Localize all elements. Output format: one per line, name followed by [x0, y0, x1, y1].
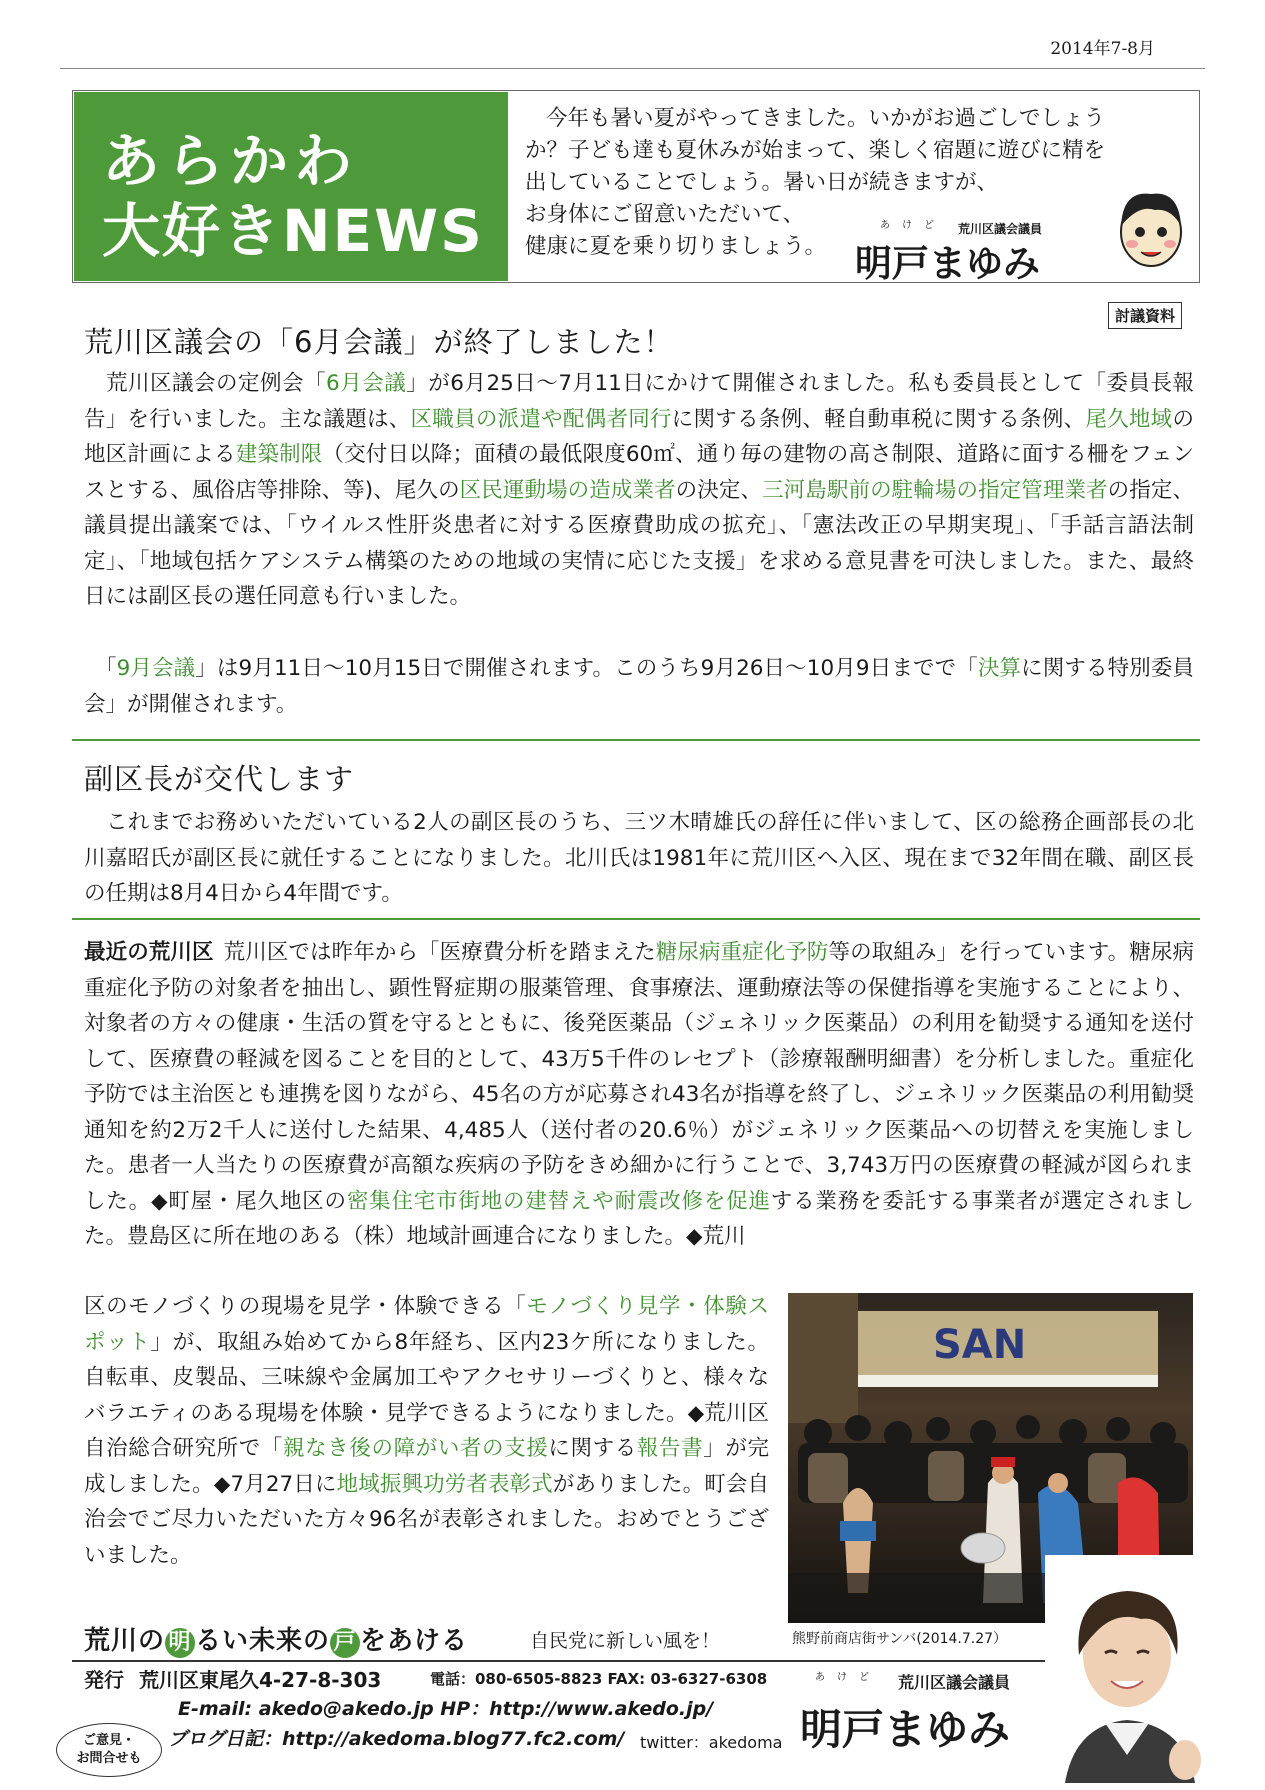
contact-bubble	[56, 1723, 162, 1777]
slogan	[84, 1620, 468, 1658]
text-run: 荒川区議会の定例会「	[106, 371, 327, 396]
text-run: する業務を委託する事業者が選定されました。豊島区に所在地のある（株）地域計画連合になりました。◆荒川	[84, 1188, 1194, 1249]
highlighted-text: 尾久地域	[1085, 406, 1173, 432]
section1-paragraph-2	[84, 651, 1194, 722]
cartoon-avatar-icon	[1115, 180, 1187, 272]
highlighted-text: 糖尿病重症化予防	[655, 940, 829, 965]
highlighted-text: 報告書	[636, 1436, 704, 1461]
photo-sign-text: SAN	[933, 1322, 1027, 1368]
text-run: 等の取組み」を行っています。糖尿病重症化予防の対象者を抽出し、顕性腎症期の服薬管理、食事療法、運動療法等の保健指導を実施することにより、対象者の方々の健康・生活の質を守るとともに、後発医薬品（ジェネリック医薬品）の利用を勧奨する通知を送付して、医療費の軽減を図ることを目的として、43万5千件のレセプト（診療報酬明細書）を分析しました。重症化予防では主治医とも連携を図りながら、45名の方が応募され43名が指導を終了し、ジェネリック医薬品の利用勧奨通知を約2万2千人に送付した結果、4,485人（送付者の20.6％）がジェネリック医薬品への切替えを実施しました。患者一人当たりの医療費が高額な疾病の予防をきめ細かに行うことで、3,743万円の医療費の軽減が図られました。◆町屋・尾久地区の	[84, 940, 1194, 1214]
footer-signature-name: 明戸まゆみ	[800, 1705, 1011, 1754]
text-run: の決定、	[675, 477, 763, 503]
signature-name: 明戸まゆみ	[855, 241, 1040, 285]
address-text: 荒川区東尾久4-27-8-303	[138, 1668, 382, 1692]
highlighted-text: 6月会議	[326, 371, 407, 396]
publisher-address	[84, 1664, 381, 1693]
email-hp[interactable]: E-mail: akedo@akedo.jp HP：http://www.akedo.jp/	[178, 1698, 714, 1720]
blog-link[interactable]: ブログ日記：http://akedoma.blog77.fc2.com/	[168, 1728, 625, 1750]
highlighted-text: 親なき後の障がい者の支援	[283, 1436, 549, 1461]
footer-signature-ruby: あけど	[815, 1672, 881, 1683]
text-run: の指定、議員提出議案では、「ウイルス性肝炎患者に対する医療費助成の拡充」、「憲法改正の早期実現」、「手話言語法制定」、「地域包括ケアシステム構築のための地域の実情に応じた支援」を求める意見書を可決しました。また、最終日には副区長の選任同意も行いました。	[84, 477, 1194, 609]
section3-label: 最近の荒川区	[84, 940, 214, 965]
slogan-part: 荒川の	[84, 1626, 166, 1656]
slogan-part: をあける	[360, 1626, 469, 1656]
section1-heading: 荒川区議会の「6月会議」が終了しました！	[84, 325, 674, 359]
logo-line-1: あらかわ	[102, 127, 359, 195]
text-run: （交付日以降；面積の最低限度60㎡、通り毎の建物の高さ制限、道路に面する柵をフェンスとする、風俗店等排除、等)、尾久の	[84, 442, 1194, 503]
text-run: 「	[95, 656, 117, 681]
intro-line: 健康に夏を乗り切りましょう。	[525, 234, 827, 259]
highlighted-text: 区職員の派遣や配偶者同行	[410, 406, 672, 432]
text-run: の地区計画による	[84, 406, 1194, 467]
highlighted-text: 建築制限	[235, 442, 323, 467]
portrait-photo	[1045, 1555, 1210, 1783]
slogan-subtitle: 自民党に新しい風を！	[530, 1630, 721, 1652]
highlighted-text: 地域振興功労者表彰式	[336, 1471, 553, 1497]
slogan-circle-char: 明	[165, 1628, 195, 1658]
highlighted-text: 三河島駅前の駐輪場の指定管理業者	[762, 477, 1108, 503]
text-run: 区のモノづくりの現場を見学・体験できる「	[84, 1294, 527, 1319]
header-rule	[60, 68, 1205, 69]
signature-title: 荒川区議会議員	[958, 222, 1043, 236]
text-run: 」が完成しました。◆7月27日に	[84, 1436, 769, 1497]
intro-line: 今年も暑い夏がやってきました。いかがお過ごしでしょう	[546, 106, 1106, 131]
text-run: に関する特別委員会」が開催されます。	[84, 656, 1194, 717]
publisher-label: 発行	[84, 1668, 124, 1692]
section2-heading: 副区長が交代します	[84, 762, 355, 796]
phone-fax: 電話：080-6505-8823 FAX: 03-6327-6308	[430, 1670, 768, 1688]
text-run: 」が、取組み始めてから8年経ち、区内23ケ所になりました。自転車、皮製品、三味線や金属加工やアクセサリーづくりと、様々なバラエティのある現場を体験・見学できるようになりました。◆荒川区自治総合研究所で「	[84, 1329, 769, 1461]
highlighted-text: モノづくり見学・体験スポット	[84, 1294, 769, 1355]
bubble-line: お問合せも	[76, 1751, 142, 1766]
footer-rule	[72, 1660, 1067, 1662]
discussion-material-badge: 討議資料	[1108, 302, 1182, 329]
intro-line: か？子ども達も夏休みが始まって、楽しく宿題に遊びに精を	[525, 138, 1106, 163]
newsletter-logo	[74, 92, 508, 281]
logo-line-2: 大好きNEWS	[102, 197, 484, 265]
photo-caption: 熊野前商店街サンバ(2014.7.27）	[792, 1631, 1008, 1647]
slogan-circle-char: 戸	[330, 1628, 360, 1658]
text-run: 」が6月25日〜7月11日にかけて開催されました。私も委員長として「委員長報告」を行いました。主な議題は、	[84, 371, 1194, 432]
intro-line: お身体にご留意いただいて、	[525, 202, 805, 227]
highlighted-text: 区民運動場の造成業者	[459, 477, 676, 503]
text-run: がありました。町会自治会でご尽力いただいた方々96名が表彰されました。おめでとうございました。	[84, 1471, 769, 1568]
intro-line: 出していることでしょう。暑い日が続きますが、	[525, 170, 999, 195]
highlighted-text: 決算	[977, 656, 1022, 681]
section3-paragraph-2	[84, 1289, 769, 1573]
text-run: 荒川区では昨年から「医療費分析を踏まえた	[223, 940, 656, 965]
bubble-line: ご意見・	[82, 1733, 135, 1748]
signature-ruby: あけど	[880, 220, 946, 231]
highlighted-text: 密集住宅市街地の建替えや耐震改修を促進	[346, 1188, 771, 1214]
section1-paragraph-1	[84, 366, 1194, 615]
twitter-handle[interactable]: twitter：akedoma	[640, 1733, 783, 1752]
highlighted-text: 9月会議	[116, 656, 196, 681]
section3-paragraph-1	[84, 935, 1194, 1255]
section2-paragraph: これまでお務めいただいている2人の副区長のうち、三ツ木晴雄氏の辞任に伴いまして、区の総務企画部長の北川嘉昭氏が副区長に就任することになりました。北川氏は1981年に荒川区へ入区、現在まで32年間在職、副区長の任期は8月4日から4年間です。	[84, 810, 1194, 906]
text-run: に関する	[548, 1436, 637, 1461]
text-run: 」は9月11日〜10月15日で開催されます。このうち9月26日〜10月9日までで「	[195, 656, 978, 681]
footer-signature-title: 荒川区議会議員	[898, 1673, 1011, 1692]
section-divider	[72, 918, 1200, 920]
slogan-part: るい未来の	[195, 1626, 331, 1656]
section-divider	[72, 739, 1200, 741]
text-run: に関する条例、軽自動車税に関する条例、	[671, 406, 1086, 432]
issue-date: 2014年7-8月	[1050, 39, 1155, 59]
